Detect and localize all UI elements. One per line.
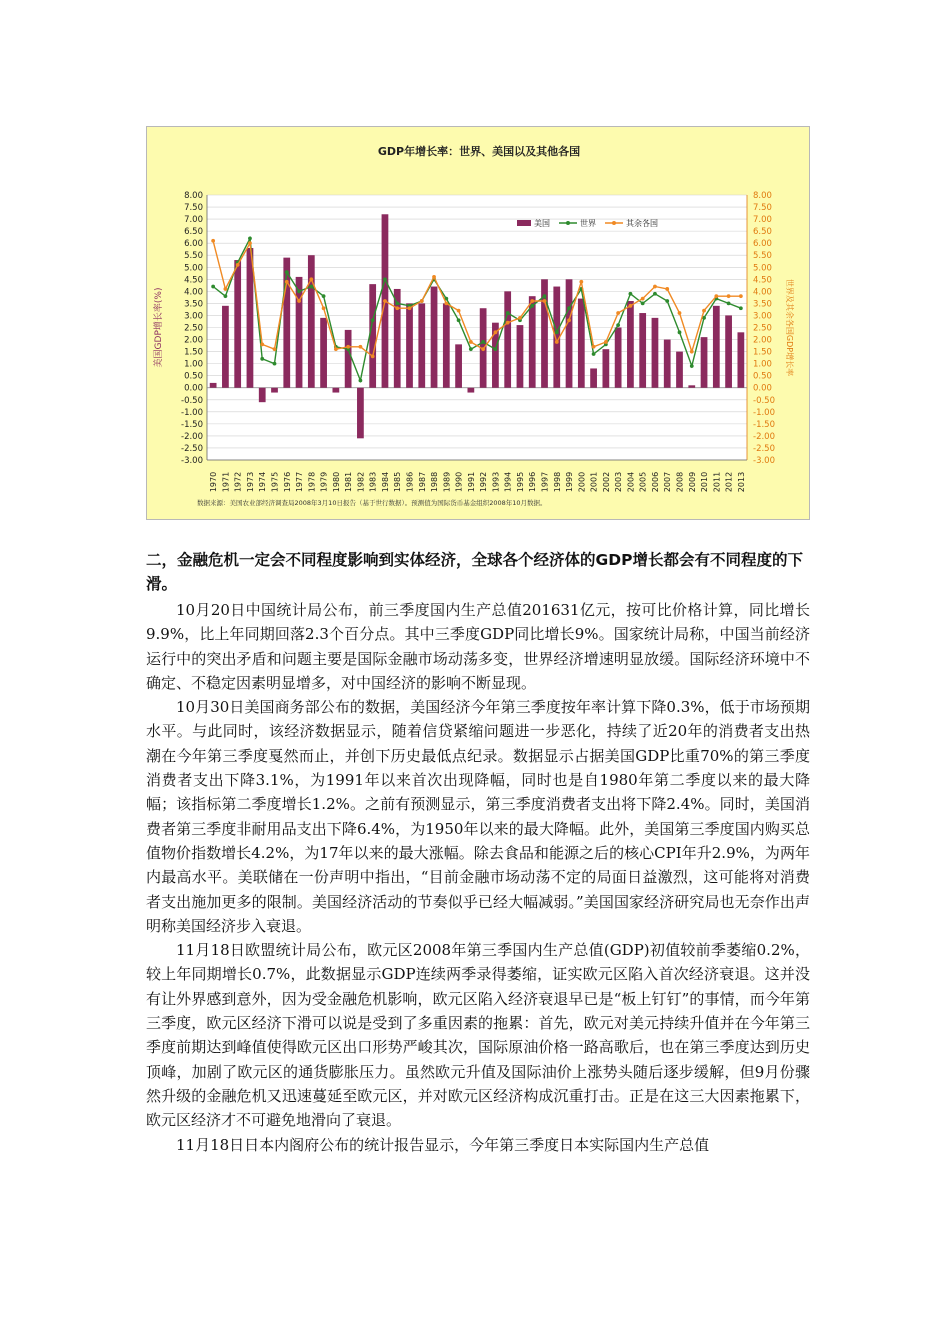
y-tick-label-right: -0.50 [753, 395, 775, 406]
x-tick-label: 2008 [675, 471, 685, 493]
y-tick-label-left: 1.00 [184, 359, 203, 370]
y-tick-label-right: 3.00 [753, 311, 772, 322]
bar-us-gdp [737, 332, 744, 387]
paragraph-eurozone: 11月18日欧盟统计局公布，欧元区2008年第三季国内生产总值(GDP)初值较前季萎缩0.2%，较上年同期增长0.7%，此数据显示GDP连续两季录得萎缩，证实欧元区陷入首次经济衰退。这并没有让外界感到意外，因为受金融危机影响，欧元区陷入经济衰退早已是“板上钉钉”的事情，而今年第三季度，欧元区经济下滑可以说是受到了多重因素的拖累：首先，欧元对美元持续升值并在今年第三季度前期达到峰值使得欧元区出口形势严峻其次，国际原油价格一路高歌后，也在第三季度达到历史顶峰，加剧了欧元区的通货膨胀压力。虽然欧元升值及国际油价上涨势头随后逐步缓解，但9月份骤然升级的金融危机又迅速蔓延至欧元区，并对欧元区经济构成沉重打击。正是在这三大因素拖累下，欧元区经济才不可避免地滑向了衰退。 [146, 941, 810, 1130]
point-rest-of-world [739, 294, 743, 298]
bar-us-gdp [443, 303, 450, 387]
legend-marker-world [566, 221, 570, 225]
point-rest-of-world [224, 287, 228, 291]
point-rest-of-world [690, 350, 694, 354]
point-world [383, 277, 387, 281]
bar-us-gdp [517, 325, 524, 388]
x-tick-label: 1973 [245, 471, 255, 493]
legend-label-rest: 其余各国 [626, 219, 658, 228]
y-tick-label-right: 2.00 [753, 335, 772, 346]
x-tick-label: 2005 [638, 471, 648, 493]
bar-us-gdp [357, 388, 364, 439]
y-tick-label-right: -1.50 [753, 419, 775, 430]
x-tick-label: 1986 [405, 471, 415, 493]
x-tick-label: 2013 [736, 471, 746, 493]
y-tick-label-right: 4.50 [753, 275, 772, 286]
x-tick-label: 1988 [430, 471, 440, 493]
x-tick-label: 1996 [528, 471, 538, 493]
y-tick-label-left: 3.50 [184, 299, 203, 310]
paragraph-us: 10月30日美国商务部公布的数据，美国经济今年第三季度按年率计算下降0.3%，低于市场预期水平。与此同时，该经济数据显示，随着信贷紧缩问题进一步恶化，持续了近20年的消费者支出热潮在今年第三季度戛然而止，并创下历史最低点纪录。数据显示占据美国GDP比重70%的第三季度消费者支出下降3.1%，为1991年以来首次出现降幅，同时也是自1980年第二季度以来的最大降幅；该指标第二季度增长1.2%。之前有预测显示，第三季度消费者支出将下降2.4%。同时，美国消费者第三季度非耐用品支出下降6.4%，为1950年以来的最大降幅。此外，美国第三季度国内购买总值物价指数增长4.2%，为17年以来的最大涨幅。除去食品和能源之后的核心CPI年升2.9%，为两年内最高水平。美联储在一份声明中指出，“目前金融市场动荡不定的局面日益激烈，这可能将对消费者支出施加更多的限制。美国经济活动的节奏似乎已经大幅减弱。”美国国家经济研究局也无奈作出声明称美国经济步入衰退。 [146, 698, 810, 935]
bar-us-gdp [701, 337, 708, 388]
point-rest-of-world [297, 299, 301, 303]
bar-us-gdp [271, 388, 278, 393]
point-rest-of-world [678, 311, 682, 315]
bar-us-gdp [652, 318, 659, 388]
point-rest-of-world [420, 299, 424, 303]
bar-us-gdp [688, 385, 695, 387]
bar-us-gdp [529, 296, 536, 388]
point-rest-of-world [530, 299, 534, 303]
bar-us-gdp [455, 344, 462, 387]
point-world [678, 330, 682, 334]
x-tick-label: 2003 [614, 471, 624, 493]
x-tick-label: 1997 [540, 471, 550, 493]
point-world [322, 294, 326, 298]
y-tick-label-left: 5.00 [184, 263, 203, 274]
y-axis-title-left: 美国GDP增长率(%) [154, 287, 164, 368]
gdp-chart-figure [146, 126, 810, 520]
point-rest-of-world [444, 302, 448, 306]
point-world [211, 285, 215, 289]
y-tick-label-left: -2.50 [181, 443, 203, 454]
point-rest-of-world [629, 304, 633, 308]
x-tick-label: 1987 [417, 471, 427, 493]
y-tick-label-right: 5.50 [753, 251, 772, 262]
x-tick-label: 1999 [565, 471, 575, 493]
x-tick-label: 1974 [258, 471, 268, 493]
point-world [224, 294, 228, 298]
point-rest-of-world [727, 294, 731, 298]
bar-us-gdp [320, 318, 327, 388]
bar-us-gdp [296, 277, 303, 388]
point-rest-of-world [457, 309, 461, 313]
point-world [727, 302, 731, 306]
point-world [248, 236, 252, 240]
x-tick-label: 1985 [393, 471, 403, 493]
bar-us-gdp [431, 287, 438, 388]
x-tick-label: 1976 [282, 471, 292, 493]
gdp-chart [147, 127, 811, 521]
point-rest-of-world [616, 311, 620, 315]
point-world [285, 270, 289, 274]
bar-us-gdp [676, 352, 683, 388]
point-rest-of-world [285, 280, 289, 284]
x-tick-label: 1998 [552, 471, 562, 493]
x-tick-label: 1971 [221, 471, 231, 493]
y-tick-label-right: 1.00 [753, 359, 772, 370]
bar-us-gdp [504, 291, 511, 387]
point-world [555, 330, 559, 334]
legend-marker-rest [612, 221, 616, 225]
point-rest-of-world [248, 241, 252, 245]
point-world [395, 302, 399, 306]
point-world [543, 294, 547, 298]
point-world [371, 318, 375, 322]
point-rest-of-world [494, 330, 498, 334]
point-world [309, 285, 313, 289]
y-tick-label-left: 4.00 [184, 287, 203, 298]
bar-us-gdp [332, 388, 339, 393]
point-rest-of-world [506, 321, 510, 325]
point-rest-of-world [702, 309, 706, 313]
y-tick-label-left: 6.00 [184, 239, 203, 250]
bar-us-gdp [590, 368, 597, 387]
bar-us-gdp [578, 299, 585, 388]
point-world [665, 299, 669, 303]
bar-us-gdp [725, 315, 732, 387]
y-tick-label-right: -3.00 [753, 456, 775, 466]
point-rest-of-world [383, 299, 387, 303]
y-tick-label-left: 7.50 [184, 203, 203, 214]
x-tick-label: 1983 [368, 471, 378, 493]
source-note: 数据来源：美国农业部经济调查局2008年3月10日报告（基于世行数据）。预测值为国际货币基金组织2008年10月数据。 [197, 499, 547, 507]
y-tick-label-left: -0.50 [181, 395, 203, 406]
point-rest-of-world [543, 299, 547, 303]
y-tick-label-right: 7.00 [753, 215, 772, 226]
y-tick-label-right: 0.50 [753, 371, 772, 382]
y-tick-label-right: 7.50 [753, 203, 772, 214]
point-world [653, 292, 657, 296]
bar-us-gdp [222, 306, 229, 388]
point-rest-of-world [481, 347, 485, 351]
y-tick-label-right: 5.00 [753, 263, 772, 274]
bar-us-gdp [639, 313, 646, 388]
point-world [506, 311, 510, 315]
point-world [530, 304, 534, 308]
y-tick-label-left: 7.00 [184, 215, 203, 226]
x-tick-label: 1989 [442, 471, 452, 493]
x-tick-label: 1979 [319, 471, 329, 493]
bar-us-gdp [259, 388, 266, 402]
x-tick-label: 2001 [589, 471, 599, 493]
y-tick-label-left: -2.00 [181, 431, 203, 442]
x-tick-label: 1991 [466, 471, 476, 493]
y-tick-label-left: 4.50 [184, 275, 203, 286]
point-world [592, 352, 596, 356]
point-rest-of-world [334, 347, 338, 351]
bar-us-gdp [210, 383, 217, 388]
y-tick-label-left: 0.00 [184, 383, 203, 394]
point-rest-of-world [555, 340, 559, 344]
y-tick-label-right: 2.50 [753, 323, 772, 334]
x-tick-label: 1975 [270, 471, 280, 493]
point-rest-of-world [567, 318, 571, 322]
point-rest-of-world [408, 306, 412, 310]
bar-us-gdp [602, 349, 609, 388]
bar-us-gdp [234, 260, 241, 388]
x-tick-label: 1972 [233, 471, 243, 493]
x-tick-label: 2012 [724, 471, 734, 493]
x-tick-label: 2007 [663, 471, 673, 493]
legend-swatch-us [517, 220, 531, 226]
bar-us-gdp [467, 388, 474, 393]
x-tick-label: 1994 [503, 471, 513, 493]
y-axis-title-right: 世界及其余各国GDP增长率 [785, 278, 794, 377]
y-tick-label-left: 3.00 [184, 311, 203, 322]
point-world [690, 364, 694, 368]
point-rest-of-world [322, 306, 326, 310]
point-rest-of-world [469, 340, 473, 344]
point-rest-of-world [665, 287, 669, 291]
x-tick-label: 2002 [601, 471, 611, 493]
point-rest-of-world [518, 316, 522, 320]
x-tick-label: 2006 [650, 471, 660, 493]
x-tick-label: 2009 [687, 471, 697, 493]
point-rest-of-world [592, 345, 596, 349]
y-tick-label-left: 6.50 [184, 227, 203, 238]
point-world [260, 357, 264, 361]
y-tick-label-right: 4.00 [753, 287, 772, 298]
point-world [629, 292, 633, 296]
paragraph-japan: 11月18日日本内阁府公布的统计报告显示，今年第三季度日本实际国内生产总值 [176, 1135, 710, 1154]
y-tick-label-right: 3.50 [753, 299, 772, 310]
bar-us-gdp [345, 330, 352, 388]
y-tick-label-left: 1.50 [184, 347, 203, 358]
bar-us-gdp [369, 284, 376, 388]
point-rest-of-world [309, 277, 313, 281]
x-tick-label: 2010 [700, 471, 710, 493]
x-tick-label: 1980 [331, 471, 341, 493]
bar-us-gdp [627, 301, 634, 388]
point-rest-of-world [260, 342, 264, 346]
x-tick-label: 1982 [356, 471, 366, 493]
x-tick-label: 1970 [209, 471, 219, 493]
point-world [616, 323, 620, 327]
point-world [641, 302, 645, 306]
point-rest-of-world [346, 345, 350, 349]
point-rest-of-world [211, 239, 215, 243]
point-world [469, 347, 473, 351]
y-tick-label-left: 0.50 [184, 371, 203, 382]
x-tick-label: 2011 [712, 471, 722, 493]
point-world [273, 362, 277, 366]
bar-us-gdp [566, 279, 573, 387]
y-tick-label-right: -2.50 [753, 443, 775, 454]
x-tick-label: 2004 [626, 471, 636, 493]
bar-us-gdp [406, 303, 413, 387]
y-tick-label-right: 1.50 [753, 347, 772, 358]
point-world [481, 340, 485, 344]
point-rest-of-world [273, 347, 277, 351]
x-tick-label: 1981 [344, 471, 354, 493]
point-rest-of-world [653, 285, 657, 289]
point-rest-of-world [604, 340, 608, 344]
y-tick-label-right: -2.00 [753, 431, 775, 442]
y-tick-label-right: 0.00 [753, 383, 772, 394]
x-tick-label: 2000 [577, 471, 587, 493]
point-world [457, 318, 461, 322]
x-tick-label: 1978 [307, 471, 317, 493]
point-world [494, 347, 498, 351]
chart-title: GDP年增长率：世界、美国以及其他各国 [377, 145, 581, 158]
point-rest-of-world [395, 306, 399, 310]
point-rest-of-world [371, 355, 375, 359]
y-tick-label-left: 2.50 [184, 323, 203, 334]
bar-us-gdp [615, 328, 622, 388]
y-tick-label-left: -3.00 [181, 456, 203, 466]
bar-us-gdp [247, 248, 254, 388]
legend-label-us: 美国 [534, 219, 550, 228]
x-tick-label: 1995 [515, 471, 525, 493]
legend-label-world: 世界 [580, 219, 596, 228]
point-world [567, 306, 571, 310]
x-tick-label: 1992 [479, 471, 489, 493]
y-tick-label-right: 6.00 [753, 239, 772, 250]
bar-us-gdp [308, 255, 315, 388]
x-tick-label: 1993 [491, 471, 501, 493]
x-tick-label: 1984 [380, 471, 390, 493]
x-tick-label: 1990 [454, 471, 464, 493]
point-world [739, 306, 743, 310]
y-tick-label-right: -1.00 [753, 407, 775, 418]
paragraph-china: 10月20日中国统计局公布，前三季度国内生产总值201631亿元，按可比价格计算，同比增长9.9%，比上年同期回落2.3个百分点。其中三季度GDP同比增长9%。国家统计局称，中国当前经济运行中的突出矛盾和问题主要是国际金融市场动荡多变，世界经济增速明显放缓。国际经济环境中不确定、不稳定因素明显增多，对中国经济的影响不断显现。 [146, 601, 810, 692]
bar-us-gdp [664, 340, 671, 388]
point-rest-of-world [641, 297, 645, 301]
point-rest-of-world [432, 275, 436, 279]
section-heading: 二，金融危机一定会不同程度影响到实体经济，全球各个经济体的GDP增长都会有不同程度的下滑。 [146, 551, 803, 593]
point-world [359, 379, 363, 383]
article-body [146, 548, 810, 1157]
point-world [297, 289, 301, 293]
point-rest-of-world [359, 345, 363, 349]
y-tick-label-left: 8.00 [184, 191, 203, 201]
bar-us-gdp [713, 306, 720, 388]
y-tick-label-left: 2.00 [184, 335, 203, 346]
y-tick-label-right: 6.50 [753, 227, 772, 238]
point-rest-of-world [236, 263, 240, 267]
y-tick-label-left: -1.50 [181, 419, 203, 430]
x-tick-label: 1977 [295, 471, 305, 493]
bar-us-gdp [418, 303, 425, 387]
point-rest-of-world [579, 280, 583, 284]
y-tick-label-right: 8.00 [753, 191, 772, 201]
point-rest-of-world [714, 294, 718, 298]
y-tick-label-left: 5.50 [184, 251, 203, 262]
y-tick-label-left: -1.00 [181, 407, 203, 418]
